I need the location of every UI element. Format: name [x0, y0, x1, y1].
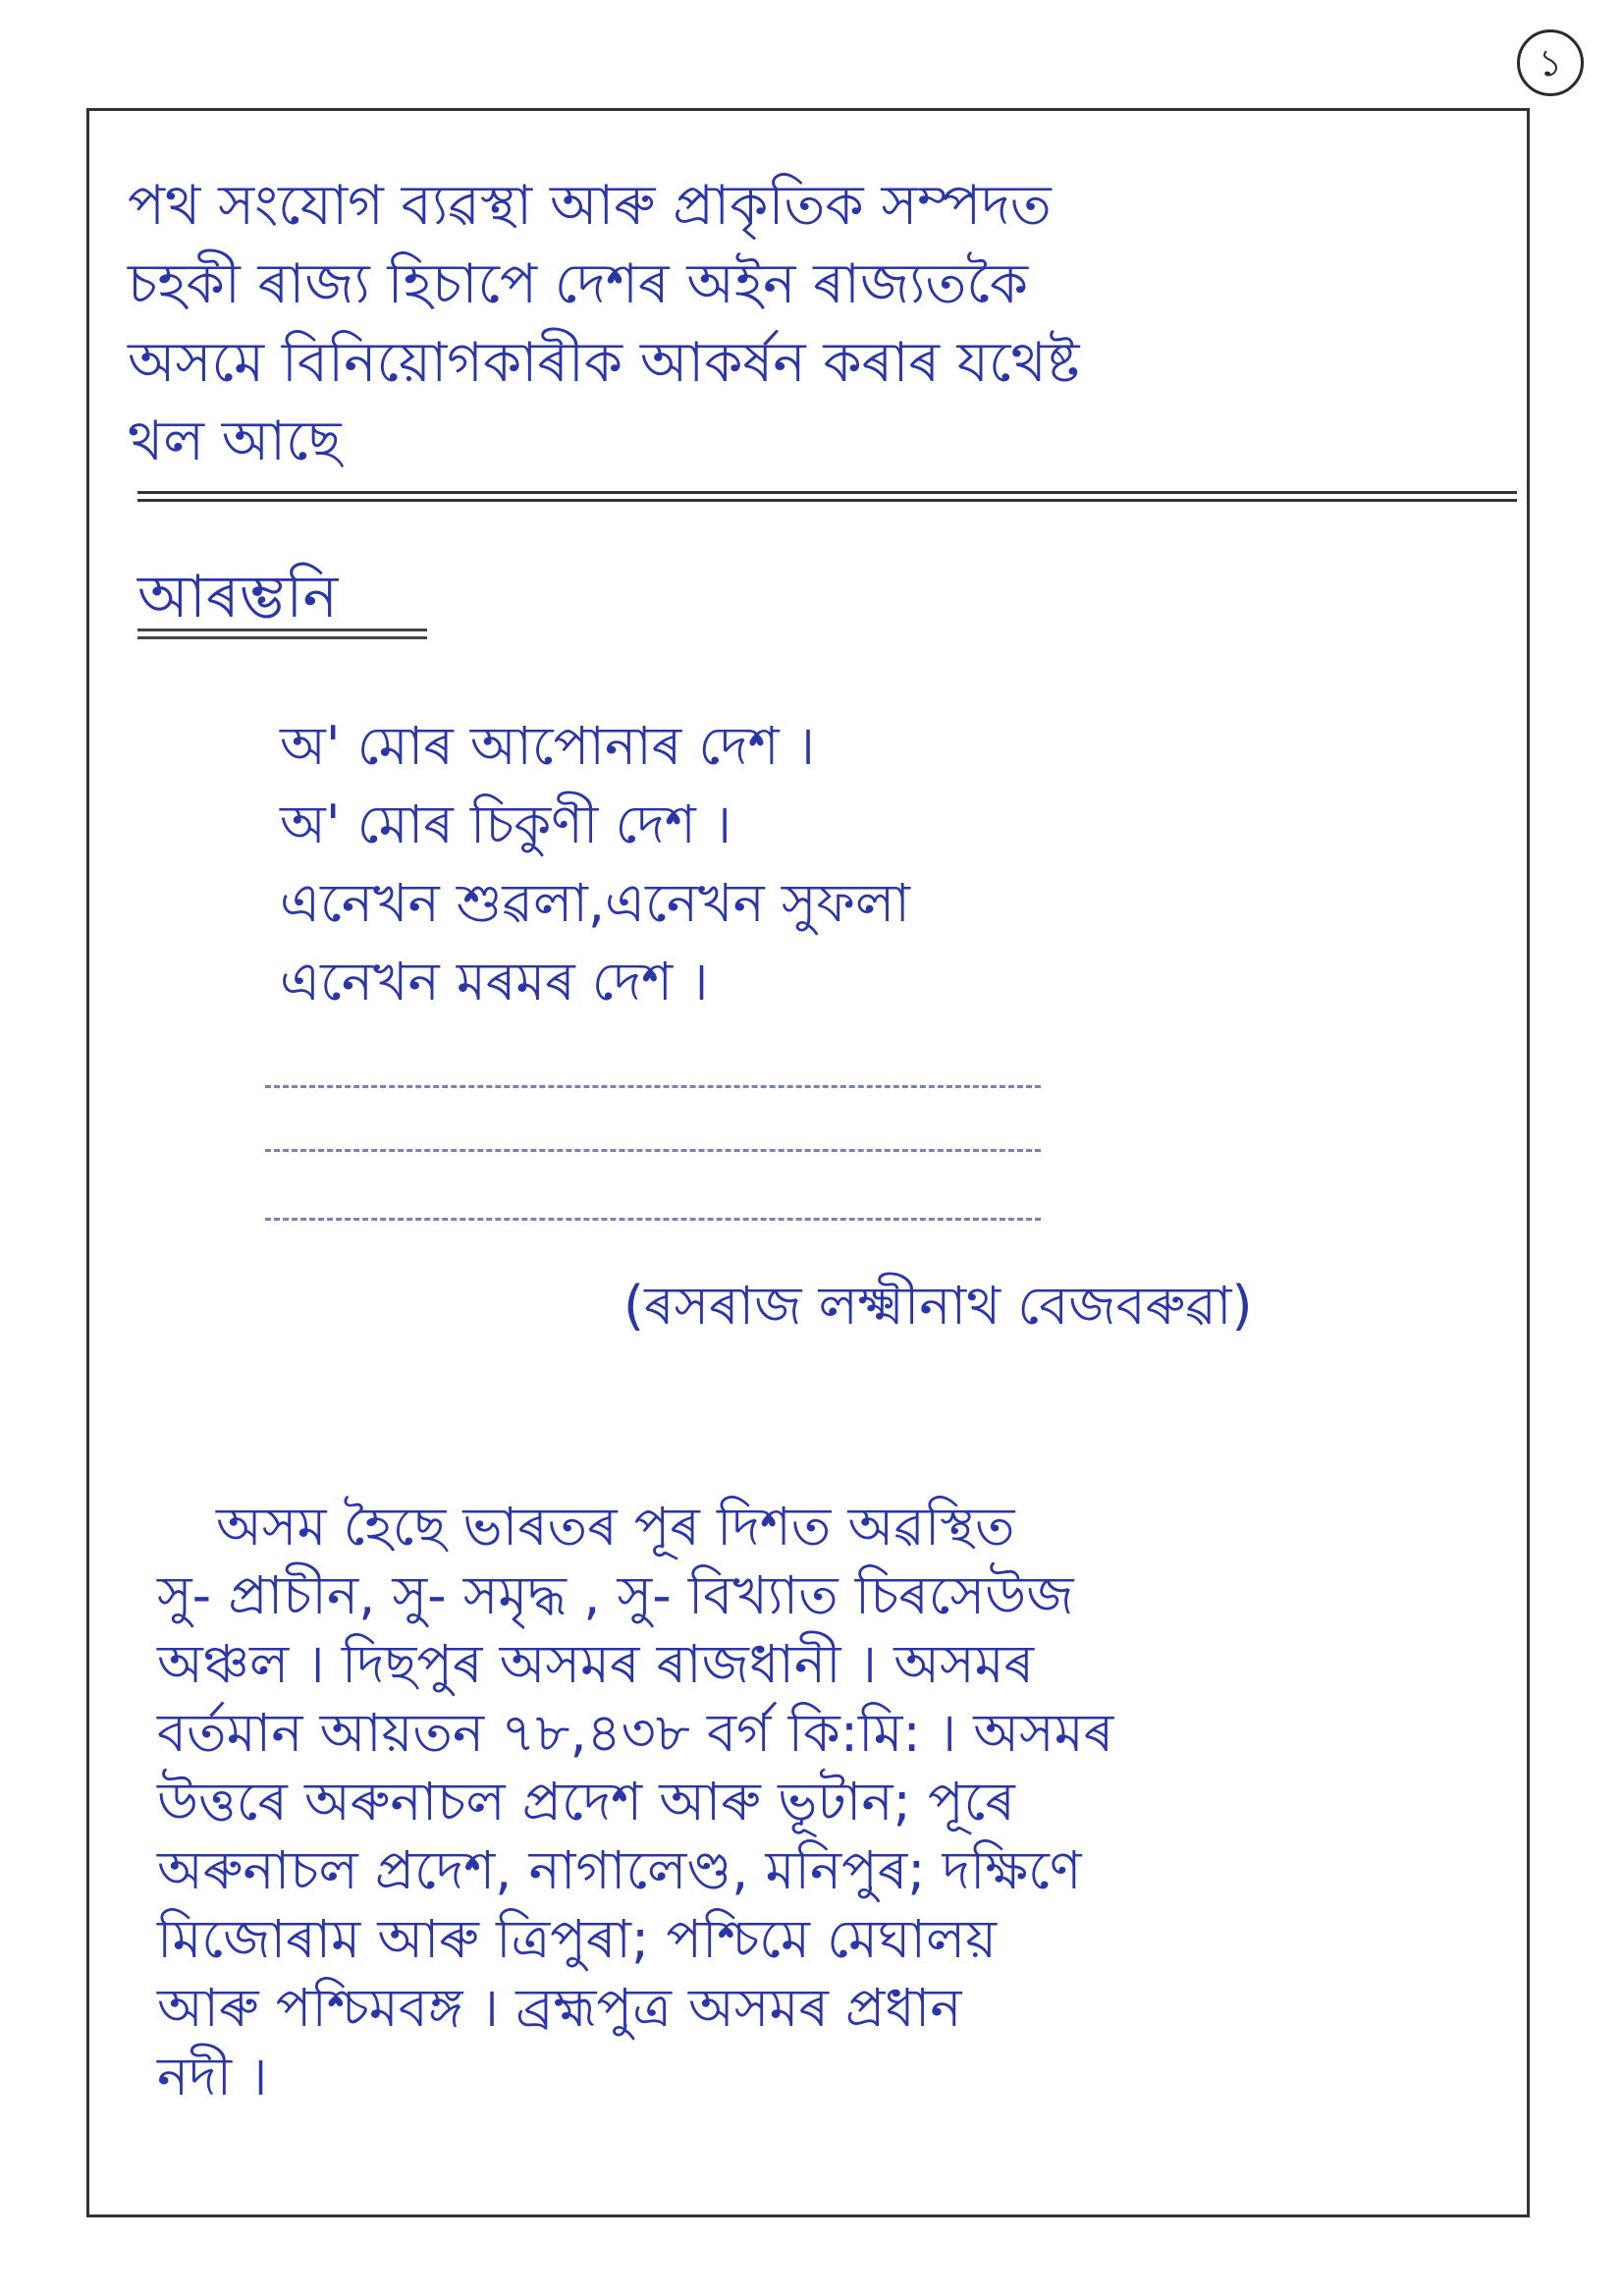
intro-line: অসমে বিনিয়োগকাৰীক আকৰ্ষন কৰাৰ যথেষ্ট: [128, 331, 1080, 395]
intro-line: চহকী ৰাজ্য হিচাপে দেশৰ অইন ৰাজ্যতকৈ: [128, 252, 1029, 316]
poem-line: অ' মোৰ চিকুণী দেশ ।: [280, 793, 732, 855]
poem-line: অ' মোৰ আপোনাৰ দেশ ।: [280, 715, 816, 777]
poem-credit: (ৰসৰাজ লক্ষ্মীনাথ বেজবৰুৱা): [623, 1275, 1253, 1337]
section-heading: আৰম্ভনি: [137, 563, 339, 631]
section-divider-top: [137, 491, 1517, 494]
poem-continuation-line: [265, 1218, 1041, 1221]
body-line: নদী ।: [157, 2046, 268, 2107]
poem-continuation-line: [265, 1085, 1041, 1088]
poem: [280, 707, 910, 1021]
heading-underline-top: [137, 629, 427, 631]
intro-line: থল আছে: [128, 410, 342, 473]
poem-line: এনেখন মৰমৰ দেশ ।: [280, 951, 709, 1012]
section-divider-bottom: [137, 499, 1517, 502]
body-paragraph: [157, 1493, 1113, 2111]
body-line: অৰুনাচল প্ৰদেশ, নাগালেণ্ড, মনিপুৰ; দক্ষিণে: [157, 1839, 1082, 1901]
body-line: সু- প্ৰাচীন, সু- সমৃদ্ধ , সু- বিখ্যাত চিৰসেউজ: [157, 1564, 1074, 1626]
poem-line: এনেখন শুৱলা,এনেখন সুফলা: [280, 872, 910, 934]
heading-underline-bottom: [137, 636, 427, 639]
body-line: বৰ্তমান আয়তন ৭৮,৪৩৮ বৰ্গ কি:মি: । অসমৰ: [157, 1702, 1114, 1764]
body-line: অসম হৈছে ভাৰতৰ পূৰ দিশত অৱস্থিত: [216, 1496, 1015, 1558]
page-number: ১: [1517, 29, 1584, 96]
body-line: অঞ্চল । দিছপুৰ অসমৰ ৰাজধানী । অসমৰ: [157, 1633, 1035, 1695]
body-line: আৰু পশ্চিমবঙ্গ । ব্ৰহ্মপুত্ৰ অসমৰ প্ৰধান: [157, 1977, 962, 2039]
intro-paragraph: [128, 167, 1079, 481]
poem-continuation-line: [265, 1149, 1041, 1152]
body-line: উত্তৰে অৰুনাচল প্ৰদেশ আৰু ভূটান; পূৰে: [157, 1771, 1015, 1832]
body-line: মিজোৰাম আৰু ত্ৰিপুৰা; পশ্চিমে মেঘালয়: [157, 1908, 998, 1970]
intro-line: পথ সংযোগ ব্যৱস্থা আৰু প্ৰাকৃতিক সম্পদত: [128, 174, 1052, 238]
